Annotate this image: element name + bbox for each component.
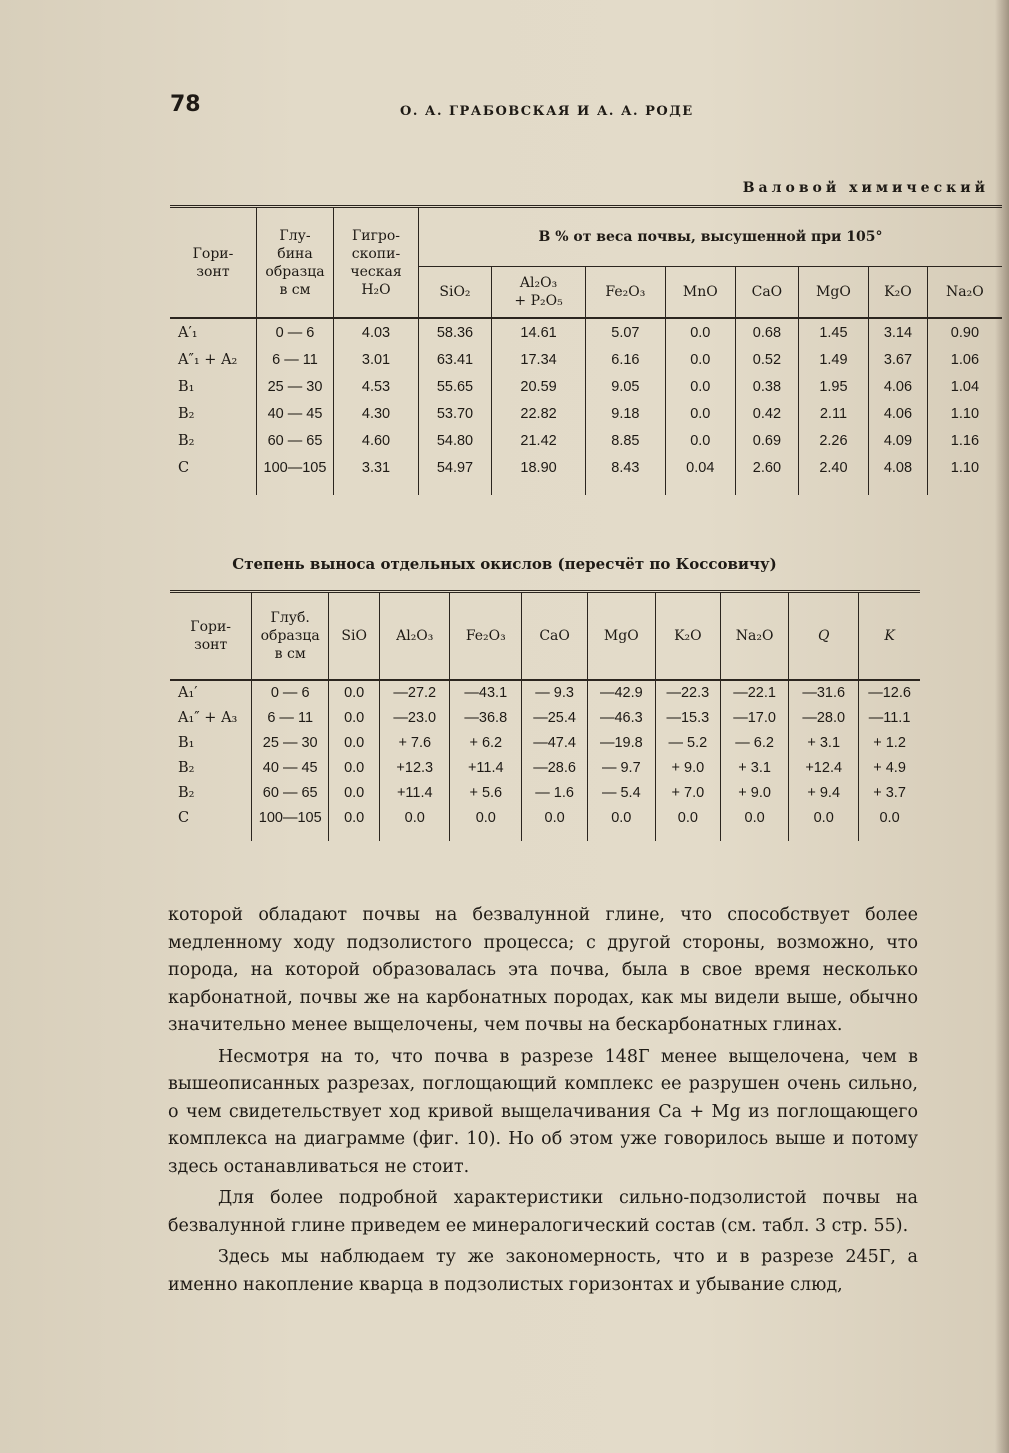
value-cell: + 6.2	[450, 731, 522, 756]
table2-col-header: Fe₂O₃	[450, 592, 522, 680]
value-cell: —12.6	[868, 685, 911, 701]
value-cell: — 5.2	[655, 731, 720, 756]
paragraph: которой обладают почвы на безвалунной глине, что способствует более медленному ходу подзолистого процесса; с другой стороны, возможно, что порода, на которой образовалась эта почва, была в свое время несколько карбонатной, почвы же на карбонатных породах, как мы видели выше, обычно значительно менее выщелочены, чем почвы на бескарбонатных глинах.	[168, 905, 918, 1035]
col-mno: MnO	[665, 267, 735, 319]
value-cell: 58.36	[419, 318, 492, 346]
value-cell: + 7.6	[380, 731, 450, 756]
value-cell: 0.0	[879, 810, 900, 826]
table-row	[170, 706, 920, 731]
table1-caption: Валовой химический	[742, 180, 989, 196]
value-cell: 1.04	[950, 378, 980, 395]
value-cell: —36.8	[450, 706, 522, 731]
value-cell: 3.01	[334, 346, 419, 373]
horizon-cell: B₁	[170, 373, 257, 400]
value-cell: 0.0	[665, 346, 735, 373]
value-cell: 3.31	[334, 454, 419, 481]
value-cell: 0.0	[720, 806, 788, 831]
value-cell: 6 — 11	[252, 706, 329, 731]
table-spacer-row	[170, 831, 920, 841]
table-row	[170, 731, 920, 756]
value-cell: 40 — 45	[257, 400, 334, 427]
value-cell: 4.09	[869, 427, 928, 454]
value-cell: 0.0	[665, 427, 735, 454]
value-cell: —43.1	[450, 680, 522, 706]
value-cell: 4.53	[334, 373, 419, 400]
horizon-cell: C	[170, 454, 257, 481]
value-cell: 1.06	[950, 351, 980, 368]
value-cell: 2.26	[798, 427, 868, 454]
horizon-cell: A₁″ + A₃	[170, 706, 252, 731]
value-cell: 0.69	[736, 427, 799, 454]
col-mgo: MgO	[798, 267, 868, 319]
table2-col-header: Na₂O	[720, 592, 788, 680]
value-cell: 0.0	[665, 373, 735, 400]
table-row	[170, 781, 920, 806]
value-cell: 0.52	[736, 346, 799, 373]
value-cell: + 1.2	[873, 735, 906, 751]
value-cell: —23.0	[380, 706, 450, 731]
value-cell: —22.3	[655, 680, 720, 706]
value-cell: 0.0	[665, 318, 735, 346]
value-cell: 0 — 6	[257, 318, 334, 346]
value-cell: 0.0	[655, 806, 720, 831]
value-cell: — 6.2	[720, 731, 788, 756]
table-row	[170, 318, 1002, 346]
value-cell: 0.0	[329, 706, 380, 731]
value-cell: 0.42	[736, 400, 799, 427]
value-cell: 4.60	[334, 427, 419, 454]
value-cell: 4.30	[334, 400, 419, 427]
value-cell: —11.1	[868, 710, 911, 726]
value-cell: 0.0	[522, 806, 588, 831]
value-cell: 0.0	[450, 806, 522, 831]
value-cell: 1.16	[950, 432, 980, 449]
value-cell: +12.4	[789, 756, 859, 781]
table-row	[170, 454, 1002, 481]
horizon-cell: B₁	[170, 731, 252, 756]
oxide-removal-table	[170, 590, 920, 841]
value-cell: 25 — 30	[257, 373, 334, 400]
table-row	[170, 346, 1002, 373]
paragraph: Для более подробной характеристики сильно-подзолистой почвы на безвалунной глине приведем ее минералогический состав (см. табл. 3 стр. 55).	[168, 1188, 918, 1236]
value-cell: 0.68	[736, 318, 799, 346]
value-cell: —46.3	[587, 706, 655, 731]
value-cell: —28.6	[522, 756, 588, 781]
value-cell: — 5.4	[587, 781, 655, 806]
table-spacer-row	[170, 481, 1002, 495]
value-cell: 3.67	[869, 346, 928, 373]
col-depth: Глу- бина образца в см	[257, 207, 334, 319]
value-cell: —17.0	[720, 706, 788, 731]
value-cell: 2.40	[798, 454, 868, 481]
value-cell: 0.0	[329, 806, 380, 831]
value-cell: — 9.3	[522, 680, 588, 706]
col-span-header: В % от веса почвы, высушенной при 105°	[538, 229, 883, 245]
value-cell: 0.0	[329, 731, 380, 756]
value-cell: — 1.6	[522, 781, 588, 806]
value-cell: + 9.0	[655, 756, 720, 781]
table2-col-header: Al₂O₃	[380, 592, 450, 680]
value-cell: + 3.7	[873, 785, 906, 801]
value-cell: 0.38	[736, 373, 799, 400]
value-cell: 6 — 11	[257, 346, 334, 373]
value-cell: + 3.1	[789, 731, 859, 756]
table2-title: Степень выноса отдельных окислов (пересчёт по Коссовичу)	[232, 555, 777, 573]
value-cell: 21.42	[491, 427, 585, 454]
body-text	[168, 902, 918, 1303]
value-cell: 18.90	[491, 454, 585, 481]
paragraph: Несмотря на то, что почва в разрезе 148Г менее выщелочена, чем в вышеописанных разрезах, поглощающий комплекс ее разрушен очень сильно, о чем свидетельствует ход кривой выщелачивания Ca + Mg из поглощающего комплекса на диаграмме (фиг. 10). Но об этом уже говорилось выше и потому здесь останавливаться не стоит.	[168, 1046, 918, 1177]
table2-col-header: Глуб. образца в см	[252, 592, 329, 680]
value-cell: +12.3	[380, 756, 450, 781]
value-cell: 60 — 65	[257, 427, 334, 454]
col-fe2o3: Fe₂O₃	[586, 267, 665, 319]
value-cell: 54.97	[419, 454, 492, 481]
value-cell: 8.43	[586, 454, 665, 481]
value-cell: 1.10	[950, 459, 980, 476]
value-cell: —27.2	[380, 680, 450, 706]
horizon-cell: B₂	[170, 427, 257, 454]
value-cell: 0.0	[329, 756, 380, 781]
value-cell: 9.05	[586, 373, 665, 400]
value-cell: 0.0	[587, 806, 655, 831]
value-cell: 1.95	[798, 373, 868, 400]
value-cell: 1.45	[798, 318, 868, 346]
value-cell: 17.34	[491, 346, 585, 373]
horizon-cell: B₂	[170, 400, 257, 427]
value-cell: 0.90	[950, 324, 980, 341]
value-cell: 1.10	[950, 405, 980, 422]
value-cell: 2.11	[798, 400, 868, 427]
value-cell: 54.80	[419, 427, 492, 454]
value-cell: 0 — 6	[252, 680, 329, 706]
value-cell: + 7.0	[655, 781, 720, 806]
value-cell: +11.4	[450, 756, 522, 781]
col-sio2: SiO₂	[419, 267, 492, 319]
value-cell: 4.06	[869, 373, 928, 400]
value-cell: + 9.4	[789, 781, 859, 806]
value-cell: 20.59	[491, 373, 585, 400]
table2-col-header: K₂O	[655, 592, 720, 680]
value-cell: 1.49	[798, 346, 868, 373]
horizon-cell: C	[170, 806, 252, 831]
horizon-cell: B₂	[170, 756, 252, 781]
value-cell: 0.0	[789, 806, 859, 831]
value-cell: —22.1	[720, 680, 788, 706]
value-cell: 14.61	[491, 318, 585, 346]
value-cell: —47.4	[522, 731, 588, 756]
value-cell: 100—105	[257, 454, 334, 481]
value-cell: 0.04	[665, 454, 735, 481]
horizon-cell: B₂	[170, 781, 252, 806]
value-cell: 60 — 65	[252, 781, 329, 806]
col-horizon: Гори- зонт	[170, 207, 257, 319]
table2-col-header: Гори- зонт	[170, 592, 252, 680]
table2-body	[170, 680, 920, 841]
chemical-composition-table	[170, 205, 1002, 495]
value-cell: 5.07	[586, 318, 665, 346]
value-cell: 9.18	[586, 400, 665, 427]
page-number: 78	[170, 92, 201, 117]
table-row	[170, 400, 1002, 427]
value-cell: 0.0	[329, 781, 380, 806]
value-cell: 6.16	[586, 346, 665, 373]
table1-body	[170, 318, 1002, 495]
value-cell: +11.4	[380, 781, 450, 806]
value-cell: —25.4	[522, 706, 588, 731]
value-cell: 0.0	[380, 806, 450, 831]
value-cell: —19.8	[587, 731, 655, 756]
table2-col-header: Q	[789, 592, 859, 680]
paragraph: Здесь мы наблюдаем ту же закономерность, что и в разрезе 245Г, а именно накопление кварца в подзолистых горизонтах и убывание слюд,	[168, 1247, 918, 1295]
table-row	[170, 756, 920, 781]
value-cell: + 3.1	[720, 756, 788, 781]
value-cell: 8.85	[586, 427, 665, 454]
value-cell: —42.9	[587, 680, 655, 706]
value-cell: 4.03	[334, 318, 419, 346]
value-cell: 53.70	[419, 400, 492, 427]
value-cell: 2.60	[736, 454, 799, 481]
col-na2o: Na₂O	[927, 267, 1002, 319]
value-cell: 63.41	[419, 346, 492, 373]
table-row	[170, 806, 920, 831]
table-row	[170, 427, 1002, 454]
running-head: О. А. ГРАБОВСКАЯ И А. А. РОДЕ	[400, 104, 694, 119]
value-cell: 4.08	[869, 454, 928, 481]
value-cell: 3.14	[869, 318, 928, 346]
horizon-cell: A″₁ + A₂	[170, 346, 257, 373]
value-cell: 55.65	[419, 373, 492, 400]
value-cell: 25 — 30	[252, 731, 329, 756]
col-al2o3: Al₂O₃ + P₂O₅	[491, 267, 585, 319]
value-cell: —28.0	[789, 706, 859, 731]
table2-col-header: CaO	[522, 592, 588, 680]
value-cell: 40 — 45	[252, 756, 329, 781]
table2-col-header: K	[884, 627, 895, 644]
col-hygro: Гигро- скопи- ческая H₂O	[334, 207, 419, 319]
value-cell: + 4.9	[873, 760, 906, 776]
table-row	[170, 373, 1002, 400]
table2-header-row	[170, 592, 920, 680]
value-cell: 4.06	[869, 400, 928, 427]
value-cell: 0.0	[329, 680, 380, 706]
value-cell: 22.82	[491, 400, 585, 427]
col-cao: CaO	[736, 267, 799, 319]
value-cell: — 9.7	[587, 756, 655, 781]
horizon-cell: A₁′	[170, 680, 252, 706]
value-cell: 0.0	[665, 400, 735, 427]
table-row	[170, 680, 920, 706]
table2-col-header: SiO	[329, 592, 380, 680]
value-cell: + 9.0	[720, 781, 788, 806]
value-cell: —31.6	[789, 680, 859, 706]
value-cell: + 5.6	[450, 781, 522, 806]
value-cell: 100—105	[252, 806, 329, 831]
value-cell: —15.3	[655, 706, 720, 731]
table2-col-header: MgO	[587, 592, 655, 680]
col-k2o: K₂O	[869, 267, 928, 319]
horizon-cell: A′₁	[170, 318, 257, 346]
